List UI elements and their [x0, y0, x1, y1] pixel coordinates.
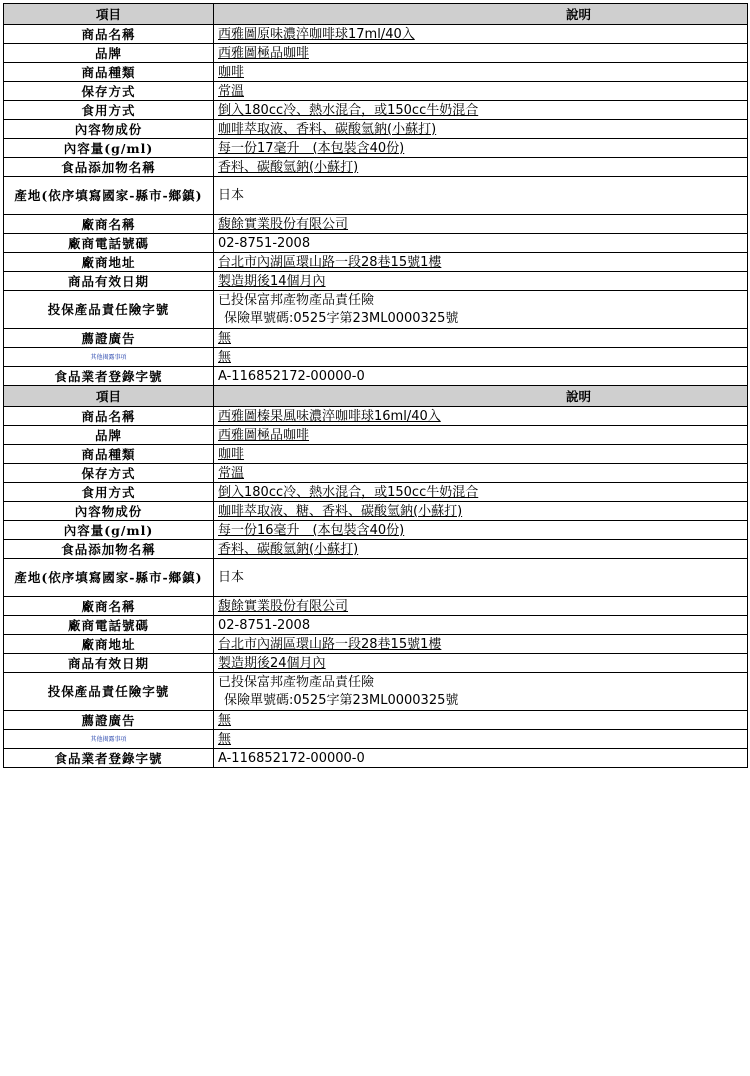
row-value: 西雅圖原味濃淬咖啡球17ml/40入	[214, 25, 748, 44]
header-item: 項目	[4, 386, 214, 407]
table-row	[4, 25, 748, 44]
row-value	[214, 291, 748, 329]
row-value: 咖啡	[214, 445, 748, 464]
table-header-row	[4, 386, 748, 407]
row-value: A-116852172-00000-0	[214, 749, 748, 768]
row-label: 薦證廣告	[4, 711, 214, 730]
table-row	[4, 329, 748, 348]
table-row	[4, 272, 748, 291]
row-value: 無	[214, 711, 748, 730]
table-row	[4, 426, 748, 445]
table-row	[4, 82, 748, 101]
table-row	[4, 158, 748, 177]
row-label: 內容物成份	[4, 120, 214, 139]
row-value: 日本	[214, 177, 748, 215]
insurance-line: 已投保富邦產物產品責任險	[218, 674, 375, 690]
insurance-line: 已投保富邦產物產品責任險	[218, 292, 375, 308]
table-row	[4, 521, 748, 540]
row-label: 食品添加物名稱	[4, 540, 214, 559]
row-value: 西雅圖極品咖啡	[214, 44, 748, 63]
row-label: 保存方式	[4, 82, 214, 101]
row-label: 品牌	[4, 426, 214, 445]
row-label: 廠商地址	[4, 253, 214, 272]
row-label: 商品有效日期	[4, 654, 214, 673]
table-header-row	[4, 4, 748, 25]
row-label: 食用方式	[4, 101, 214, 120]
row-label: 內容量(g/ml)	[4, 139, 214, 158]
table-row	[4, 253, 748, 272]
row-label: 廠商地址	[4, 635, 214, 654]
row-value: 製造期後24個月內	[214, 654, 748, 673]
row-label: 食用方式	[4, 483, 214, 502]
row-label: 商品名稱	[4, 25, 214, 44]
row-value: 倒入180cc冷、熱水混合，或150cc牛奶混合	[214, 101, 748, 120]
row-value: 無	[214, 348, 748, 367]
row-label: 食品業者登錄字號	[4, 367, 214, 386]
row-value: 常溫	[214, 82, 748, 101]
row-value: 製造期後14個月內	[214, 272, 748, 291]
insurance-policy-number: 保險單號碼:0525字第23ML0000325號	[224, 310, 459, 326]
table-row	[4, 120, 748, 139]
row-label: 內容量(g/ml)	[4, 521, 214, 540]
table-row	[4, 540, 748, 559]
row-label: 產地(依序填寫國家-縣市-鄉鎮)	[4, 177, 214, 215]
row-label: 食品業者登錄字號	[4, 749, 214, 768]
table-row	[4, 673, 748, 711]
row-value: 無	[214, 329, 748, 348]
table-row	[4, 63, 748, 82]
table-row	[4, 291, 748, 329]
row-value: 馥餘實業股份有限公司	[214, 215, 748, 234]
table-row	[4, 348, 748, 367]
table-row	[4, 597, 748, 616]
table-row	[4, 101, 748, 120]
row-value: 每一份16毫升 (本包裝含40份)	[214, 521, 748, 540]
table-row	[4, 502, 748, 521]
header-item: 項目	[4, 4, 214, 25]
table-row	[4, 711, 748, 730]
row-label: 廠商電話號碼	[4, 616, 214, 635]
table-row	[4, 407, 748, 426]
insurance-policy-number: 保險單號碼:0525字第23ML0000325號	[224, 692, 459, 708]
row-label: 產地(依序填寫國家-縣市-鄉鎮)	[4, 559, 214, 597]
row-label: 商品有效日期	[4, 272, 214, 291]
row-value: A-116852172-00000-0	[214, 367, 748, 386]
table-row	[4, 654, 748, 673]
row-value: 咖啡萃取液、糖、香料、碳酸氫鈉(小蘇打)	[214, 502, 748, 521]
product-spec-document	[3, 3, 747, 768]
header-desc: 說明	[214, 386, 748, 407]
product-spec-table	[3, 3, 748, 768]
row-value	[214, 673, 748, 711]
table-row	[4, 234, 748, 253]
row-value: 無	[214, 730, 748, 749]
table-row	[4, 559, 748, 597]
row-value: 西雅圖榛果風味濃淬咖啡球16ml/40入	[214, 407, 748, 426]
table-row	[4, 44, 748, 63]
table-row	[4, 730, 748, 749]
row-value: 西雅圖極品咖啡	[214, 426, 748, 445]
row-label: 商品名稱	[4, 407, 214, 426]
table-row	[4, 215, 748, 234]
row-label: 薦證廣告	[4, 329, 214, 348]
table-row	[4, 445, 748, 464]
row-value: 每一份17毫升 (本包裝含40份)	[214, 139, 748, 158]
row-label: 保存方式	[4, 464, 214, 483]
row-label: 內容物成份	[4, 502, 214, 521]
table-row	[4, 177, 748, 215]
row-label: 品牌	[4, 44, 214, 63]
row-label: 商品種類	[4, 445, 214, 464]
row-value: 02-8751-2008	[214, 616, 748, 635]
header-desc: 說明	[214, 4, 748, 25]
row-label: 投保產品責任險字號	[4, 673, 214, 711]
row-value: 台北市內湖區環山路一段28巷15號1樓	[214, 635, 748, 654]
row-value: 香料、碳酸氫鈉(小蘇打)	[214, 158, 748, 177]
table-row	[4, 464, 748, 483]
table-row	[4, 139, 748, 158]
table-row	[4, 367, 748, 386]
row-label: 廠商名稱	[4, 215, 214, 234]
row-value: 倒入180cc冷、熱水混合，或150cc牛奶混合	[214, 483, 748, 502]
row-value: 02-8751-2008	[214, 234, 748, 253]
row-value: 香料、碳酸氫鈉(小蘇打)	[214, 540, 748, 559]
table-row	[4, 749, 748, 768]
row-value: 咖啡	[214, 63, 748, 82]
row-label: 其他揭露事項	[4, 348, 214, 367]
row-label: 廠商電話號碼	[4, 234, 214, 253]
row-label: 商品種類	[4, 63, 214, 82]
row-label: 廠商名稱	[4, 597, 214, 616]
row-label: 食品添加物名稱	[4, 158, 214, 177]
row-value: 台北市內湖區環山路一段28巷15號1樓	[214, 253, 748, 272]
table-row	[4, 616, 748, 635]
row-label: 投保產品責任險字號	[4, 291, 214, 329]
row-value: 咖啡萃取液、香料、碳酸氫鈉(小蘇打)	[214, 120, 748, 139]
table-row	[4, 635, 748, 654]
row-value: 常溫	[214, 464, 748, 483]
table-row	[4, 483, 748, 502]
row-value: 馥餘實業股份有限公司	[214, 597, 748, 616]
row-label: 其他揭露事項	[4, 730, 214, 749]
row-value: 日本	[214, 559, 748, 597]
